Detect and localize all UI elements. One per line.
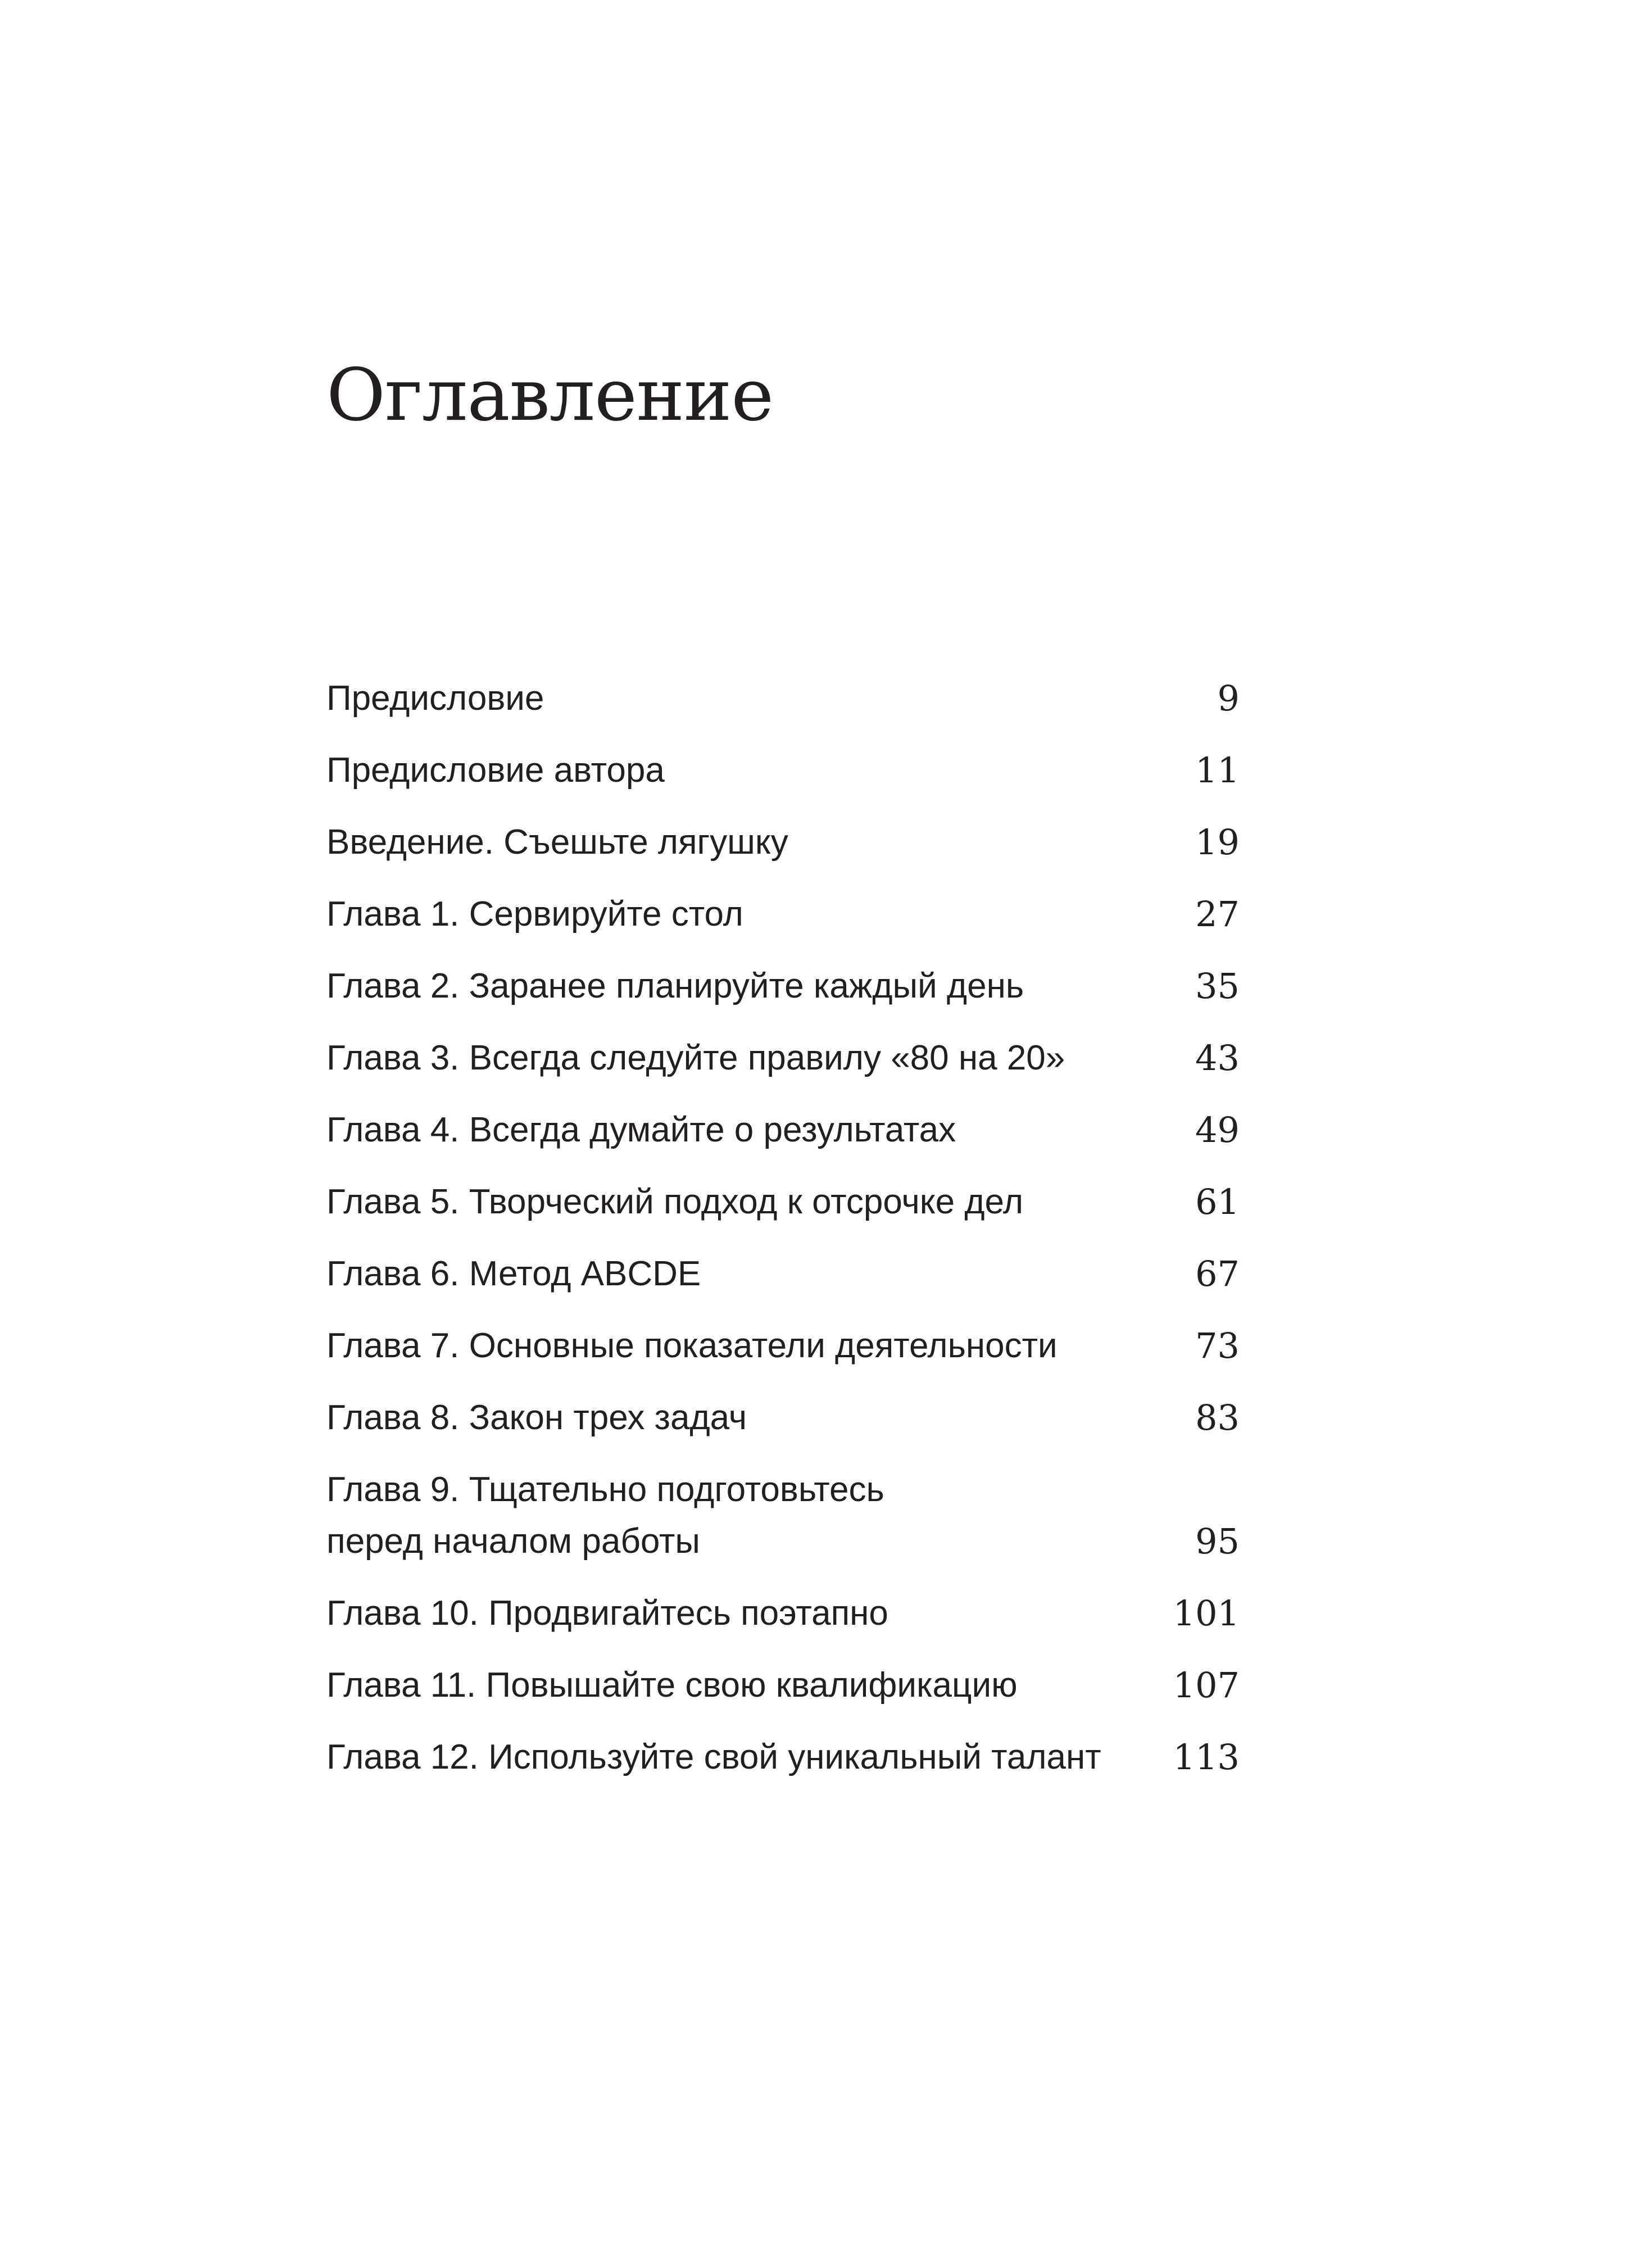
toc-entry-page-number: 11	[1195, 750, 1240, 791]
toc-entry-label: Глава 5. Творческий подход к отсрочке дел	[326, 1182, 1024, 1221]
toc-entry-page-number: 107	[1173, 1665, 1240, 1706]
toc-entry-label: Глава 11. Повышайте свою квалификацию	[326, 1666, 1018, 1705]
toc-entry-page-number: 83	[1195, 1397, 1240, 1438]
toc-entry-label: Глава 10. Продвигайтесь поэтапно	[326, 1594, 888, 1633]
toc-entry-label: Глава 3. Всегда следуйте правилу «80 на 20»	[326, 1039, 1065, 1077]
page-title: Оглавление	[326, 353, 774, 437]
toc-entry-page-number: 61	[1195, 1181, 1240, 1222]
toc-entry-chapter-4[interactable]	[326, 1104, 1240, 1156]
toc-entry-chapter-5[interactable]	[326, 1176, 1240, 1228]
toc-entry-page-number: 73	[1195, 1325, 1240, 1366]
toc-entry-chapter-6[interactable]	[326, 1248, 1240, 1300]
toc-entry-chapter-2[interactable]	[326, 960, 1240, 1012]
toc-entry-chapter-1[interactable]	[326, 889, 1240, 940]
toc-entry-label: Глава 8. Закон трех задач	[326, 1398, 747, 1437]
toc-entry-chapter-12[interactable]	[326, 1732, 1240, 1783]
toc-entry-label: Глава 12. Используйте свой уникальный талант	[326, 1738, 1101, 1776]
toc-entry-label: Глава 9. Тщательно подготовьтесь перед началом работы	[326, 1470, 884, 1561]
toc-entry-page-number: 67	[1195, 1253, 1240, 1294]
toc-entry-label: Глава 2. Заранее планируйте каждый день	[326, 967, 1024, 1005]
toc-entry-label: Глава 4. Всегда думайте о результатах	[326, 1111, 956, 1149]
toc-entry-preface[interactable]	[326, 673, 1240, 724]
toc-entry-page-number: 27	[1195, 894, 1240, 935]
toc-entry-label: Глава 6. Метод ABCDE	[326, 1254, 701, 1293]
toc-entry-page-number: 95	[1195, 1521, 1240, 1562]
toc-entry-chapter-9[interactable]	[326, 1464, 1240, 1567]
toc-entry-page-number: 9	[1217, 678, 1240, 719]
toc-entry-label: Предисловие автора	[326, 751, 665, 790]
toc-entry-label: Предисловие	[326, 679, 544, 718]
toc-entry-chapter-10[interactable]	[326, 1588, 1240, 1639]
table-of-contents	[326, 673, 1240, 1803]
toc-entry-chapter-3[interactable]	[326, 1032, 1240, 1084]
toc-entry-page-number: 113	[1173, 1737, 1240, 1778]
toc-entry-author-preface[interactable]	[326, 745, 1240, 796]
toc-entry-page-number: 101	[1173, 1593, 1240, 1634]
toc-entry-chapter-7[interactable]	[326, 1320, 1240, 1372]
toc-entry-label: Введение. Съешьте лягушку	[326, 823, 788, 862]
toc-entry-chapter-11[interactable]	[326, 1660, 1240, 1711]
toc-entry-label: Глава 1. Сервируйте стол	[326, 895, 743, 933]
toc-entry-chapter-8[interactable]	[326, 1392, 1240, 1444]
toc-entry-page-number: 43	[1195, 1037, 1240, 1078]
toc-entry-page-number: 35	[1195, 966, 1240, 1007]
toc-entry-page-number: 49	[1195, 1109, 1240, 1150]
toc-entry-page-number: 19	[1195, 822, 1240, 863]
toc-entry-label: Глава 7. Основные показатели деятельности	[326, 1326, 1058, 1365]
toc-entry-introduction[interactable]	[326, 817, 1240, 868]
